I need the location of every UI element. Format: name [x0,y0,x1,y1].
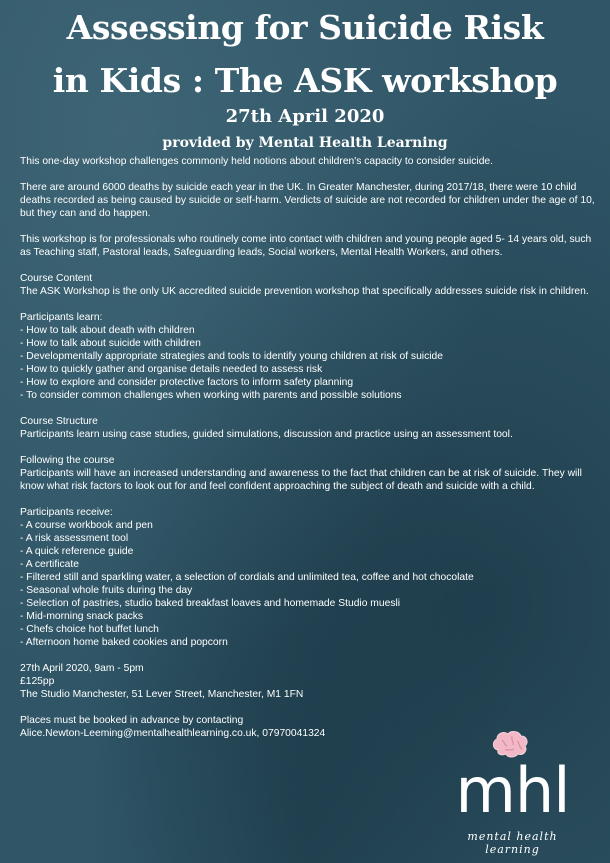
following-heading: Following the course [20,455,115,466]
list-item: - A quick reference guide [20,545,598,558]
title-line-2: in Kids : The ASK workshop [52,61,558,100]
list-item: - Seasonal whole fruits during the day [20,584,598,597]
title-line-1: Assessing for Suicide Risk [66,8,544,47]
participants-learn-heading: Participants learn: [20,312,103,323]
list-item: - Mid-morning snack packs [20,610,598,623]
course-content-section [20,272,598,298]
event-price: £125pp [20,676,55,687]
mhl-logo [440,730,595,855]
following-text: Participants will have an increased understanding and awareness to the fact that children can be at risk of suicide. They will know what risk factors to look out for and feel confident approaching the subject of death and suicide with a child. [20,468,582,492]
participants-receive-heading: Participants receive: [20,507,113,518]
course-content-heading: Course Content [20,273,93,284]
intro-paragraph: This one-day workshop challenges commonly held notions about children's capacity to consider suicide. [20,156,494,167]
audience-paragraph: This workshop is for professionals who routinely come into contact with children and young people aged 5- 14 years old, such as Teaching staff, Pastoral leads, Safeguarding leads, Social workers, Mental Health Workers, and others. [20,234,592,258]
booking-contact[interactable]: Alice.Newton-Leeming@mentalhealthlearning.co.uk, 07970041324 [20,728,326,739]
list-item: - A course workbook and pen [20,519,598,532]
following-section [20,454,598,493]
list-item: - How to talk about suicide with children [20,337,598,350]
booking-line: Places must be booked in advance by contacting [20,715,244,726]
list-item: - A certificate [20,558,598,571]
list-item: - A risk assessment tool [20,532,598,545]
course-structure-section [20,415,598,441]
list-item: - Filtered still and sparkling water, a selection of cordials and unlimited tea, coffee and hot chocolate [20,571,598,584]
logo-tagline: mental health learning [467,830,558,856]
list-item: - How to explore and consider protective factors to inform safety planning [20,376,598,389]
stats-paragraph: There are around 6000 deaths by suicide each year in the UK. In Greater Manchester, during 2017/18, there were 10 child deaths recorded as being caused by suicide or self-harm. Verdicts of suicide are not recorded for children under the age of 10, but they can and do happen. [20,182,595,219]
list-item: - How to talk about death with children [20,324,598,337]
event-details [20,662,598,701]
list-item: - To consider common challenges when working with parents and possible solutions [20,389,598,402]
body-text [20,155,598,753]
list-item: - Selection of pastries, studio baked breakfast loaves and homemade Studio muesli [20,597,598,610]
list-item: - Developmentally appropriate strategies and tools to identify young children at risk of suicide [20,350,598,363]
course-structure-text: Participants learn using case studies, guided simulations, discussion and practice using an assessment tool. [20,429,513,440]
course-structure-heading: Course Structure [20,416,98,427]
provider: provided by Mental Health Learning [162,135,448,151]
list-item: - Afternoon home baked cookies and popcorn [20,636,598,649]
list-item: - How to quickly gather and organise details needed to assess risk [20,363,598,376]
participants-learn-list [20,324,598,402]
workshop-date: 27th April 2020 [225,106,385,127]
list-item: - Chefs choice hot buffet lunch [20,623,598,636]
participants-receive-list [20,519,598,649]
course-content-text: The ASK Workshop is the only UK accredited suicide prevention workshop that specifically addresses suicide risk in children. [20,286,589,297]
logo-letters: mhl [455,754,570,827]
event-venue: The Studio Manchester, 51 Lever Street, Manchester, M1 1FN [20,689,304,700]
event-datetime: 27th April 2020, 9am - 5pm [20,663,144,674]
